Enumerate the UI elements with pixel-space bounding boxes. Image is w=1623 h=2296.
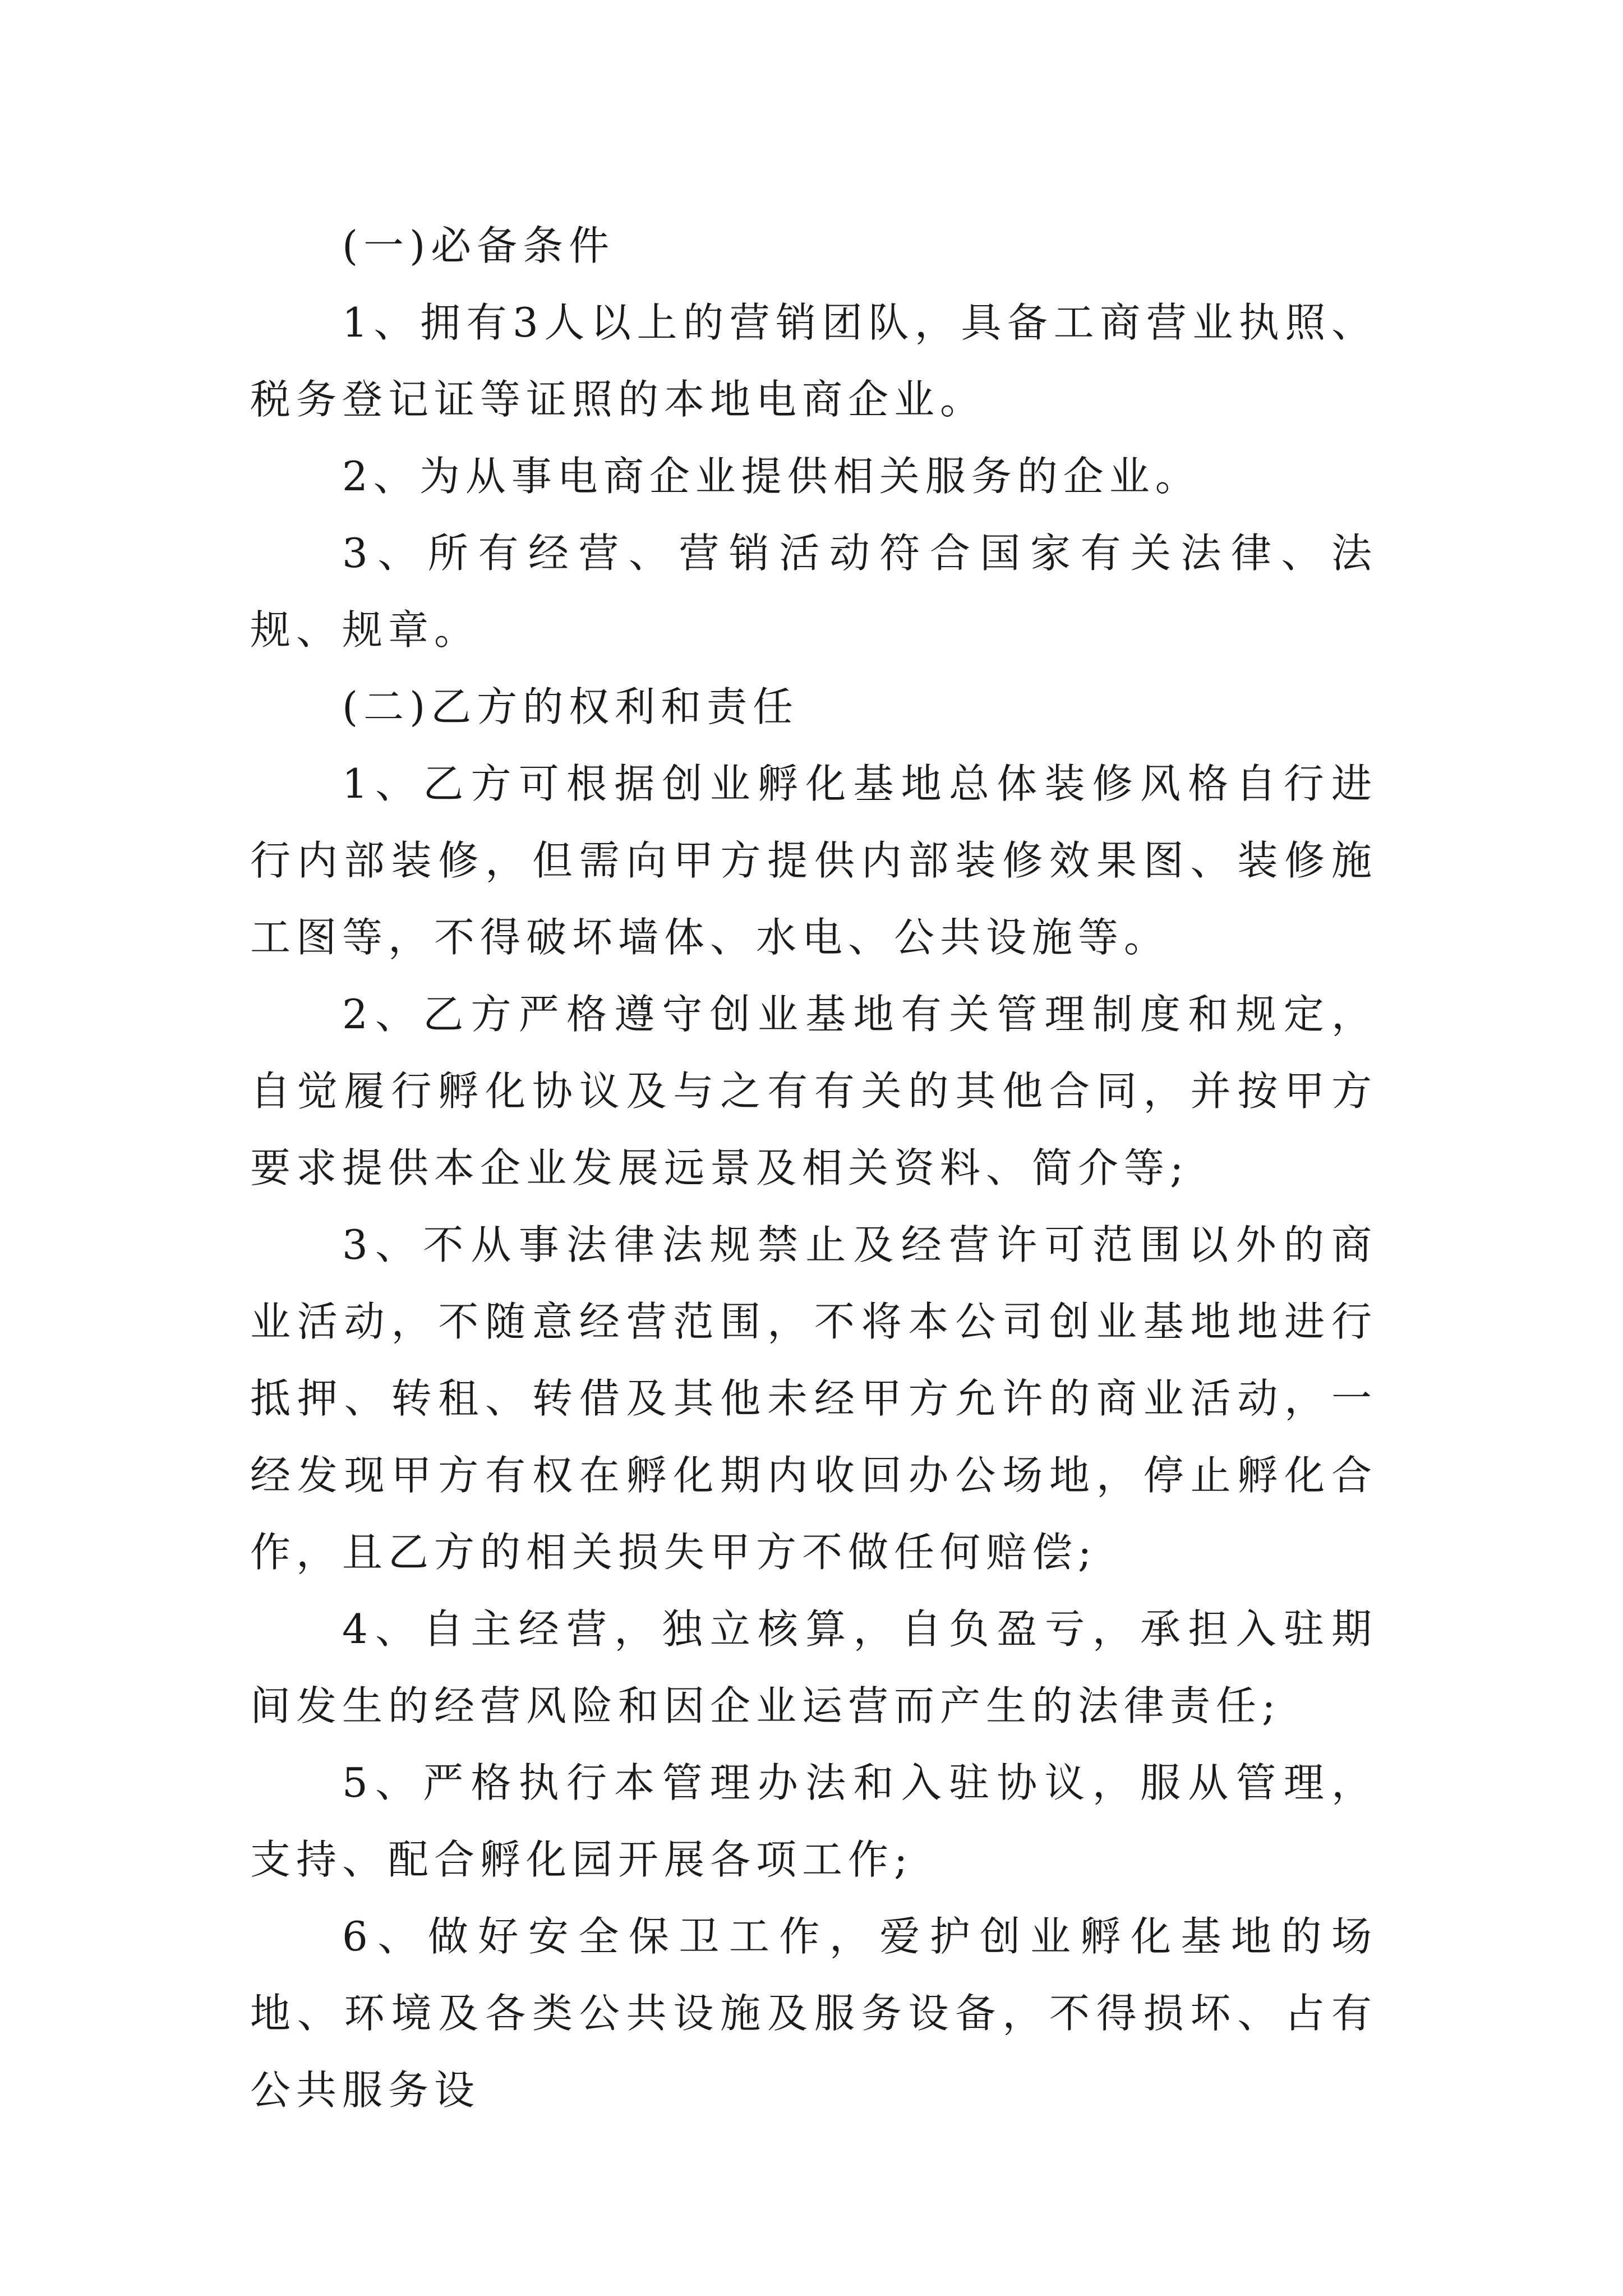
requirement-item-3: 3、所有经营、营销活动符合国家有关法律、法规、规章。 [250, 530, 1377, 654]
section-heading-requirements: (一)必备条件 [342, 222, 615, 269]
rights-item-3: 3、不从事法律法规禁止及经营许可范围以外的商业活动，不随意经营范围，不将本公司创业基地地进行抵押、转租、转借及其他未经甲方允许的商业活动，一经发现甲方有权在孵化期内收回办公场地，停止孵化合作，且乙方的相关损失甲方不做任何赔偿; [250, 1221, 1377, 1576]
rights-item-6: 6、做好安全保卫工作，爱护创业孵化基地的场地、环境及各类公共设施及服务设备，不得损坏、占有公共服务设 [250, 1913, 1377, 2114]
rights-item-2: 2、乙方严格遵守创业基地有关管理制度和规定，自觉履行孵化协议及与之有有关的其他合同，并按甲方要求提供本企业发展远景及相关资料、简介等; [250, 991, 1377, 1191]
rights-item-4: 4、自主经营，独立核算，自负盈亏，承担入驻期间发生的经营风险和因企业运营而产生的法律责任; [250, 1605, 1377, 1729]
rights-item-5: 5、严格执行本管理办法和入驻协议，服从管理，支持、配合孵化园开展各项工作; [250, 1759, 1377, 1883]
requirement-item-2: 2、为从事电商企业提供相关服务的企业。 [342, 453, 1201, 500]
document-body [250, 208, 1377, 2129]
rights-item-1: 1、乙方可根据创业孵化基地总体装修风格自行进行内部装修，但需向甲方提供内部装修效果图、装修施工图等，不得破坏墙体、水电、公共设施等。 [250, 760, 1377, 961]
requirement-item-1: 1、拥有3人以上的营销团队，具备工商营业执照、税务登记证等证照的本地电商企业。 [250, 299, 1377, 423]
section-heading-rights: (二)乙方的权利和责任 [342, 683, 799, 730]
